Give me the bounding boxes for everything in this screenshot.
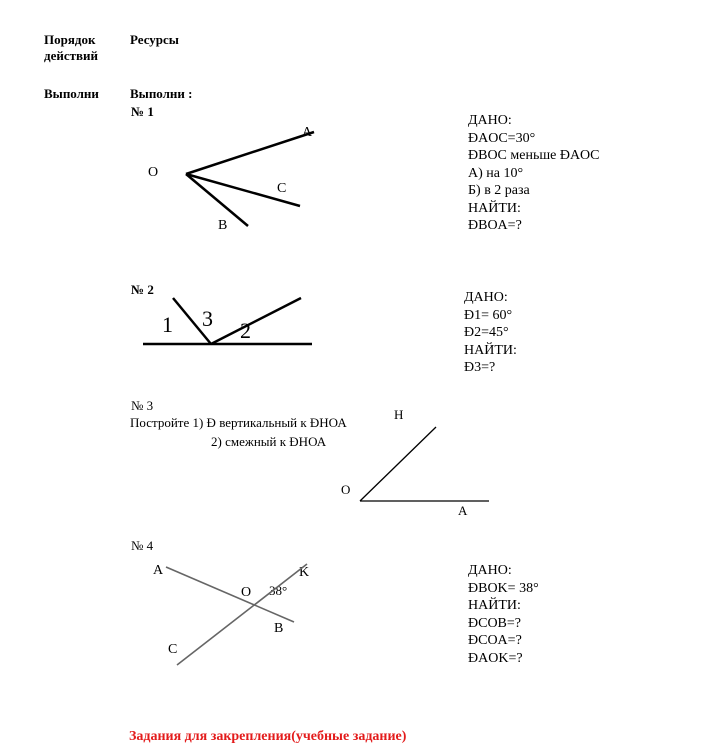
task1-ray-OC — [186, 174, 300, 206]
task1-given-line: А) на 10° — [468, 165, 524, 181]
task1-given-line: НАЙТИ: — [468, 200, 521, 216]
task4-number: № 4 — [131, 538, 154, 553]
header-order-line2: действий — [44, 48, 98, 63]
task4-given-line: ÐCOA=? — [468, 633, 522, 648]
task2-label-1: 1 — [162, 312, 173, 337]
row-perform-title: Выполни : — [130, 86, 193, 101]
task2-label-3: 3 — [202, 306, 213, 331]
task4-given-line: ДАНО: — [468, 563, 512, 578]
task1-label-A: A — [302, 125, 313, 140]
task4-label-B: B — [274, 621, 284, 636]
header-resources: Ресурсы — [130, 32, 179, 47]
task2-label-2: 2 — [240, 318, 251, 343]
task3-number: № 3 — [131, 398, 154, 413]
task2-number: № 2 — [131, 282, 154, 297]
task1-number: № 1 — [131, 104, 154, 119]
task4-label-angle: 38° — [269, 583, 288, 598]
task3-label-A: А — [458, 503, 468, 518]
task2-ray-left — [173, 298, 211, 344]
task4-line-AB — [166, 567, 294, 622]
header-order-line1: Порядок — [44, 32, 96, 47]
task4-label-K: K — [299, 565, 310, 580]
task1-given-line: ÐBOA=? — [468, 218, 522, 233]
task1-label-O: O — [148, 165, 159, 180]
task1-given-line: ÐAOC=30° — [468, 130, 536, 146]
task4-intersecting-lines — [166, 564, 310, 665]
task3-instruction-1: Постройте 1) Ð вертикальный к ÐНОА — [130, 415, 347, 430]
task3-angle-diagram — [360, 427, 489, 501]
task3-label-H: Н — [394, 407, 404, 422]
task1-given-line: Б) в 2 раза — [468, 183, 530, 198]
task2-given-line: НАЙТИ: — [464, 342, 517, 358]
task4-label-A: A — [153, 563, 164, 578]
task2-given-line: ДАНО: — [464, 290, 508, 305]
task4-label-O: O — [241, 585, 252, 600]
task2-given-line: Ð1= 60° — [464, 307, 513, 323]
task2-given-line: Ð3=? — [464, 360, 496, 375]
task1-ray-OA — [186, 132, 314, 174]
task1-given-line: ÐBOC меньше ÐAOC — [468, 148, 600, 163]
task1-given-line: ДАНО: — [468, 113, 512, 128]
task4-given-line: ÐAOK=? — [468, 650, 523, 666]
task2-angle-diagram — [143, 298, 312, 344]
task1-label-B: B — [218, 218, 228, 233]
task4-given-line: ÐBOK= 38° — [468, 580, 539, 596]
task4-label-C: C — [168, 642, 178, 657]
row-perform-label: Выполни — [44, 86, 99, 101]
task1-label-C: C — [277, 181, 287, 196]
task3-ray-OH — [360, 427, 436, 501]
task3-label-O: O — [341, 482, 351, 497]
task4-given-line: ÐCOB=? — [468, 615, 522, 631]
task3-instruction-2: 2) смежный к ÐНОА — [211, 434, 327, 449]
task4-line-CK — [177, 564, 310, 665]
task2-given-line: Ð2=45° — [464, 325, 509, 340]
section-heading-reinforcement: Задания для закрепления(учебные задание) — [129, 729, 407, 744]
task4-given-line: НАЙТИ: — [468, 598, 521, 613]
task1-angle-diagram — [186, 132, 314, 226]
task2-ray-right — [211, 298, 301, 344]
